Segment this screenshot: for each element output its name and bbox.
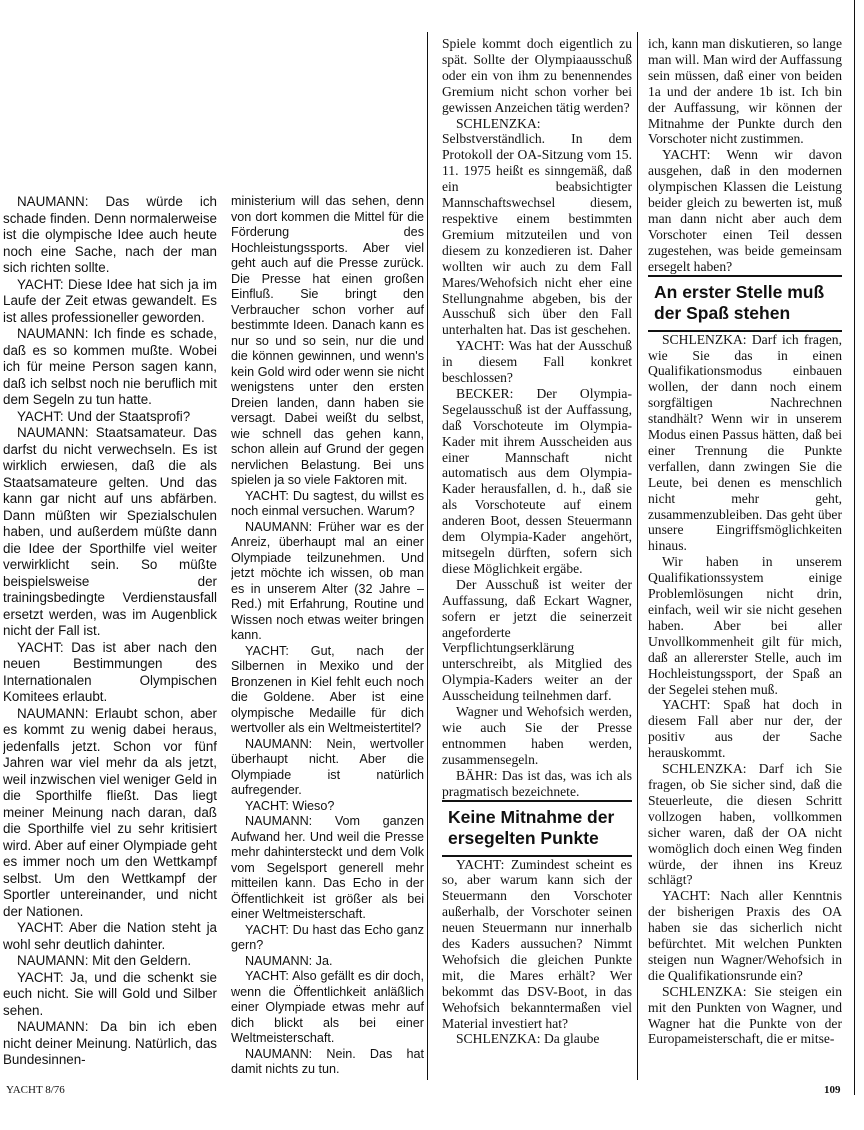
paragraph: SCHLENZKA: Darf ich Sie fragen, ob Sie sicher sind, daß die Steuerleute, die diesen Schritt vollzogen haben, vollkommen sicher waren, daß der OA nicht womöglich doch einen Weg finden würde, der ihnen ins Kreuz schlägt? (648, 761, 842, 888)
paragraph: YACHT: Wieso? (245, 798, 335, 813)
paragraph: YACHT: Also gefällt es dir doch, wenn die Öffentlichkeit anläßlich einer Olympiade etwas mehr auf dich blickt als bei einer Weltmeisterschaft. (231, 969, 424, 1045)
paragraph: Wagner und Wehofsich werden, wie auch Sie der Presse entnommen haben werden, zusammensegeln. (442, 704, 632, 767)
paragraph: NAUMANN: Staatsamateur. Das darfst du nicht verwechseln. Es ist wirklich erwiesen, daß die als Staatsamateure gelten. Und das kann gar nicht auf uns abfärben. Dann müßten wir Spezialschulen haben, und außerdem müßte dann die Idee der Sporthilfe viel weiter verwirklicht sein. So müßte beispielsweise der trainingsbedingte Verdienstausfall ersetzt werden, was im Augenblick nicht der Fall ist. (3, 425, 217, 638)
paragraph: NAUMANN: Vom ganzen Aufwand her. Und weil die Presse mehr dahintersteckt und dem Volk vom Segelsport generell mehr mitteilen kann. Das Echo in der Öffentlichkeit ist größer als bei einer Weltmeisterschaft. (231, 814, 424, 921)
paragraph: NAUMANN: Ja. (245, 953, 333, 968)
paragraph: SCHLENZKA: Selbstverständlich. In dem Protokoll der OA-Sitzung vom 15. 11. 1975 heißt es sinngemäß, daß ein beabsichtigter Mannschaftswechsel diesem, respektive einem bestimmten Gremium mitzuteilen und von diesem zu konzedieren ist. Daher wollten wir auch zu dem Fall Mares/Wehofsich nicht eher eine Stellungnahme abgeben, bis der Ausschuß sich über den Fall unterhalten hat. Das ist geschehen. (442, 115, 632, 338)
column-rule-mid (637, 32, 638, 1080)
paragraph: YACHT: Spaß hat doch in diesem Fall aber nur der, der positiv aus der Sache herauskommt. (648, 697, 842, 761)
paragraph: NAUMANN: Da bin ich eben nicht deiner Meinung. Natürlich, das Bundesinnen- (3, 1019, 217, 1067)
paragraph: ich, kann man diskutieren, so lange man will. Man wird der Auffassung sein müssen, daß einer von beiden 1a und der andere 1b ist. Ich bin der Auffassung, wir können der Mitnahme der Punkte durch den Vorschoter nicht zustimmen. (648, 36, 842, 147)
paragraph: YACHT: Nach aller Kenntnis der bisherigen Praxis des OA haben sie das sicherlich nicht befürchtet. Mit welchen Punkten steigen nun Wagner/Wehofsich in die Qualifikationsrunde ein? (648, 888, 842, 983)
paragraph: Spiele kommt doch eigentlich zu spät. Sollte der Olympiaausschuß oder ein von ihm zu benennendes Gremium nicht schon vorher bei gewissen Anzeichen tätig werden? (442, 36, 632, 115)
paragraph: NAUMANN: Früher war es der Anreiz, überhaupt mal an einer Olympiade teilzunehmen. Und jetzt möchte ich wissen, ob man es in unserem Alter (32 Jahre – Red.) mit Erfahrung, Routine und Wissen noch etwas weiter bringen kann. (231, 519, 424, 642)
paragraph: YACHT: Du sagtest, du willst es noch einmal versuchen. Warum? (231, 488, 424, 518)
paragraph: YACHT: Zumindest scheint es so, aber warum kann sich der Steuermann den Vorschoter außerhalb, der Vorschoter seinen neuen Steuermann nur innerhalb des Kaders aussuchen? Nimmt Wehofsich die gleichen Punkte mit, die Mares erhält? Wer bekommt das DSV-Boot, in das Wehofsich bekanntermaßen viel Material investiert hat? (442, 856, 632, 1031)
text-column-3 (442, 36, 632, 1076)
paragraph: NAUMANN: Ich finde es schade, daß es so kommen mußte. Wobei ich für meine Person sagen kann, daß ich selbst noch nie beruflich mit dem Segeln zu tun hatte. (3, 326, 217, 407)
paragraph: YACHT: Und der Staatsprofi? (17, 408, 191, 424)
paragraph: Wir haben in unserem Qualifikationssystem einige Problemlösungen nicht drin, einfach, weil wir sie nicht gesehen haben. Aber bei aller Unvollkommenheit gilt für mich, daß an allererster Stelle, auch im Hochleistungssport, der Spaß an der Segelei stehen muß. (648, 554, 842, 697)
text-column-1 (3, 194, 217, 1084)
paragraph: BÄHR: Das ist das, was ich als pragmatisch bezeichnete. (442, 767, 632, 799)
section-headline: An erster Stelle muß der Spaß stehen (648, 275, 842, 332)
paragraph: NAUMANN: Das würde ich schade finden. Denn normalerweise ist die olympische Idee auch heute noch eine Sache, nach der man sich richten sollte. (3, 194, 217, 275)
section-headline: Keine Mitnahme der ersegelten Punkte (442, 800, 632, 857)
paragraph: NAUMANN: Nein. Das hat damit nichts zu tun. (231, 1046, 424, 1076)
paragraph: NAUMANN: Nein, wertvoller überhaupt nicht. Aber die Olympiade ist natürlich aufregender. (231, 736, 424, 797)
paragraph: YACHT: Was hat der Ausschuß in diesem Fall konkret beschlossen? (442, 338, 632, 386)
paragraph: SCHLENZKA: Sie steigen ein mit den Punkten von Wagner, und Wagner hat die Punkte von der Europameisterschaft, die er mitse- (648, 983, 842, 1047)
paragraph: SCHLENZKA: Darf ich fragen, wie Sie das in einen Qualifikationsmodus einbauen wollen, der dann noch einem sorgfältigen Nachrechnen standhält? Wenn wir in unserem Modus einen Passus hätten, daß bei einer Trennung die Punkte verfallen, dann zwingen Sie die Leute, bei denen es menschlich nicht mehr geht, zusammenzubleiben. Das geht über unsere Eingriffsmöglichkeiten hinaus. (648, 331, 842, 554)
page-edge-right (854, 0, 855, 1095)
paragraph: NAUMANN: Mit den Geldern. (17, 953, 192, 968)
paragraph: YACHT: Aber die Nation steht ja wohl sehr deutlich dahinter. (3, 920, 217, 952)
paragraph: NAUMANN: Erlaubt schon, aber es kommt zu wenig dabei heraus, jedenfalls jetzt. Schon vor fünf Jahren war viel mehr da als jetzt, weil inzwischen viel weniger Geld in die Sporthilfe fließt. Das liegt meiner Meinung nach daran, daß die Sporthilfe viel zu sehr kritisiert wird. Aber auf einer Olympiade geht es immer noch um den Wettkampf selbst. Um den Wettkampf der Sportler untereinander, und nicht der Nationen. (3, 705, 217, 919)
text-column-2 (231, 194, 424, 1084)
paragraph: YACHT: Du hast das Echo ganz gern? (231, 922, 424, 952)
paragraph: SCHLENZKA: Da glaube (456, 1031, 600, 1047)
page-number: 109 (824, 1084, 841, 1096)
text-column-4 (648, 36, 842, 1076)
paragraph: BECKER: Der Olympia-Segelausschuß ist der Auffassung, daß Vorschoteute im Olympia-Kader mit ihrem Ausscheiden aus einer Mannschaft nicht automatisch aus dem Olympia-Kader herausfallen, d. h., daß sie als Vorschoteute auf einem anderen Boot, dessen Steuermann dem Olympia-Kader angehört, mitsegeln dürften, sofern sich diese Möglichkeit ergäbe. (442, 385, 632, 576)
paragraph: YACHT: Wenn wir davon ausgehen, daß in den modernen olympischen Klassen die Leistung beider gleich zu bewerten ist, muß man dann nicht aber auch dem Vorschoter einen Teil dessen zugestehen, was beide gemeinsam ersegelt haben? (648, 147, 842, 274)
paragraph: YACHT: Ja, und die schenkt sie euch nicht. Sie will Gold und Silber sehen. (3, 969, 217, 1018)
paragraph: YACHT: Diese Idee hat sich ja im Laufe der Zeit etwas gewandelt. Es ist alles professioneller geworden. (3, 276, 217, 325)
column-rule-left (427, 32, 428, 1080)
footer-issue: YACHT 8/76 (6, 1084, 65, 1096)
paragraph: YACHT: Gut, nach der Silbernen in Mexiko und der Bronzenen in Kiel fehlt euch noch die Goldene. Aber ist eine olympische Medaille für dich wertvoller als ein Weltmeistertitel? (231, 643, 424, 735)
paragraph: Der Ausschuß ist weiter der Auffassung, daß Eckart Wagner, sofern er jetzt die seinerzeit angeforderte Verpflichtungserklärung unterschreibt, als Mitglied des Olympia-Kaders weiter an der Ausscheidung teilnehmen darf. (442, 576, 632, 704)
paragraph: YACHT: Das ist aber nach den neuen Bestimmungen des Internationalen Olympischen Komitees erlaubt. (3, 639, 217, 704)
paragraph: ministerium will das sehen, denn von dort kommen die Mittel für die Förderung des Hochleistungssports. Aber viel geht auch auf die Presse zurück. Die Presse hat einen großen Einfluß. Sie bringt den Verbraucher schon vorher auf bestimmte Ideen. Danach kann es nur so und so sein, nur die und die können gewinnen, und wenn's kein Gold wird oder wenn sie nicht wenigstens unter den ersten Dreien landen, dann haben sie versagt. Dabei weißt du selbst, wie schnell das gehen kann, schon allein auf Grund der gegen nervlichen Belastung. Bei uns spielen ja so viele Faktoren mit. (231, 194, 424, 487)
